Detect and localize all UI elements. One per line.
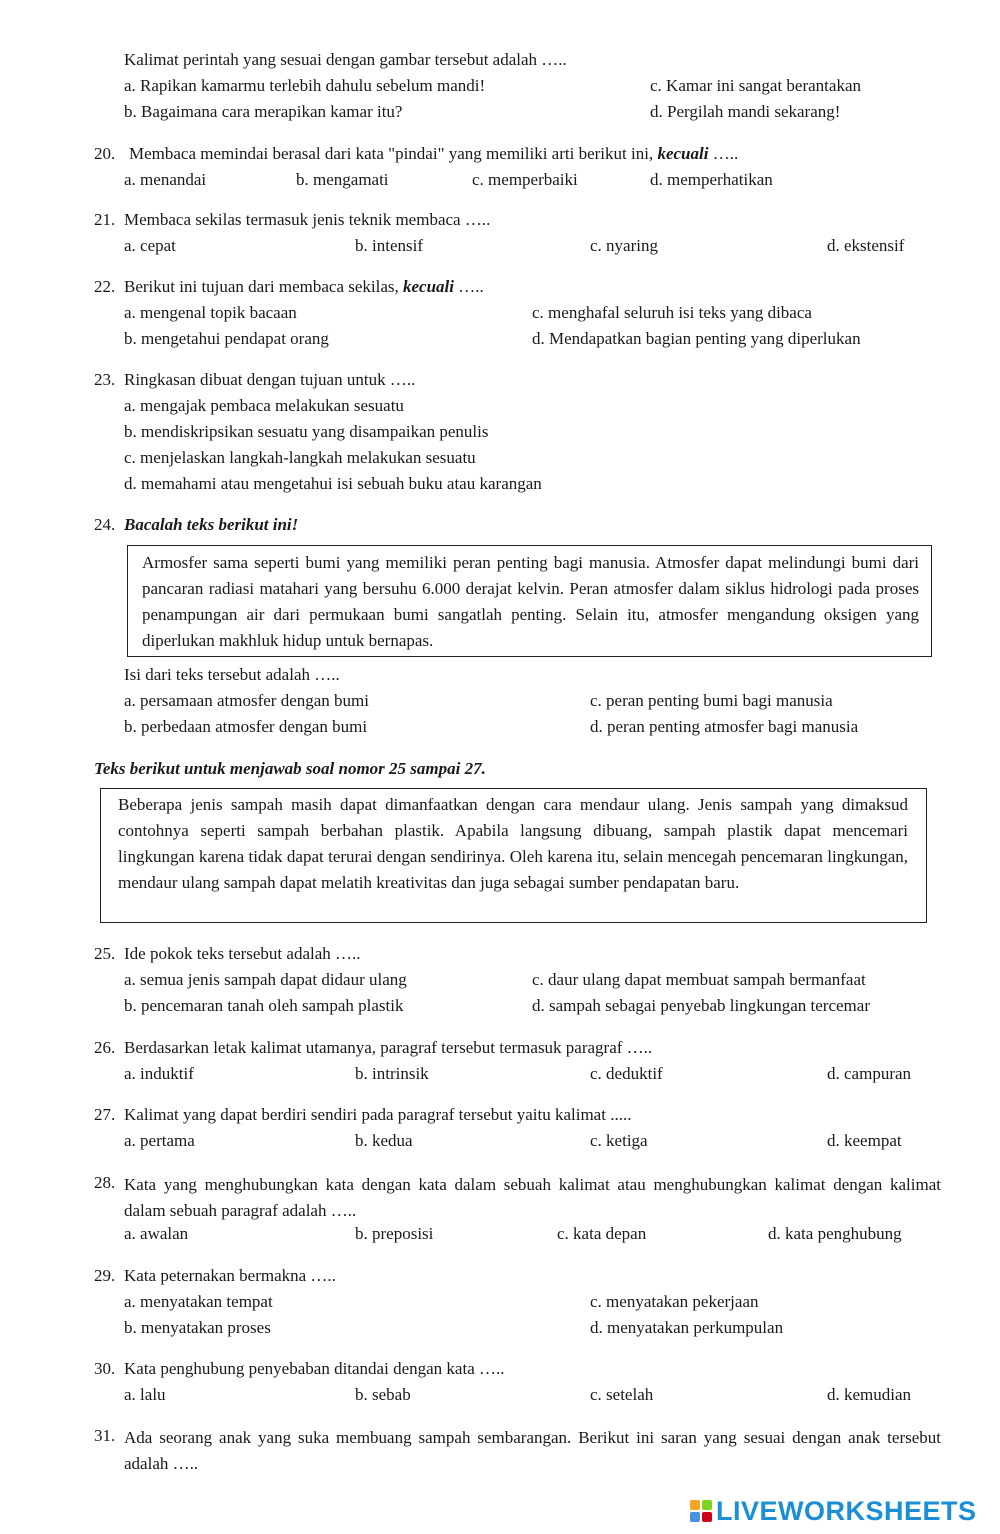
q21-stem: Membaca sekilas termasuk jenis teknik membaca ….. — [124, 210, 491, 229]
q24-passage-box — [127, 545, 932, 657]
q29-number: 29. — [94, 1266, 116, 1285]
q30-option-c[interactable]: c. setelah — [590, 1385, 654, 1404]
q24-option-d[interactable]: d. peran penting atmosfer bagi manusia — [590, 717, 859, 736]
q22-option-c[interactable]: c. menghafal seluruh isi teks yang dibaca — [532, 303, 812, 322]
q29-stem: Kata peternakan bermakna ….. — [124, 1266, 336, 1285]
q23-option-b[interactable]: b. mendiskripsikan sesuatu yang disampaikan penulis — [124, 422, 489, 441]
q21-option-a[interactable]: a. cepat — [124, 236, 176, 255]
q24-passage: Armosfer sama seperti bumi yang memiliki peran penting bagi manusia. Atmosfer dapat melindungi bumi dari pancaran radiasi matahari yang bersuhu 6.000 derajat kelvin. Peran atmosfer dalam siklus hidrologi pada proses penampungan air dari permukaan bumi sangatlah penting. Selain itu, atmosfer mengandung oksigen yang diperlukan makhluk hidup untuk bernapas. — [142, 553, 919, 650]
q31-number: 31. — [94, 1426, 116, 1445]
text-25-27-passage: Beberapa jenis sampah masih dapat dimanfaatkan dengan cara mendaur ulang. Jenis sampah yang dimaksud contohnya seperti sampah berbahan plastik. Apabila langsung dibuang, sampah plastik dapat mencemari lingkungan karena tidak dapat terurai dengan sendirinya. Oleh karena itu, selain mencegah pencemaran lingkungan, mendaur ulang sampah dapat melatih kreativitas dan juga sebagai sumber pendapatan baru. — [118, 795, 908, 892]
q20-option-a[interactable]: a. menandai — [124, 170, 207, 189]
q25-stem: Ide pokok teks tersebut adalah ….. — [124, 944, 361, 963]
q28-option-b[interactable]: b. preposisi — [355, 1224, 434, 1243]
logo-text: LIVEWORKSHEETS — [716, 1496, 977, 1526]
q26-number: 26. — [94, 1038, 116, 1057]
q24-option-c[interactable]: c. peran penting bumi bagi manusia — [590, 691, 833, 710]
q26-option-a[interactable]: a. induktif — [124, 1064, 194, 1083]
q24-question: Isi dari teks tersebut adalah ….. — [124, 665, 340, 684]
text-25-27-passage-box — [100, 788, 927, 923]
q25-option-c[interactable]: c. daur ulang dapat membuat sampah bermanfaat — [532, 970, 866, 989]
q21-number: 21. — [94, 210, 116, 229]
q28-option-d[interactable]: d. kata penghubung — [768, 1224, 902, 1243]
q29-option-a[interactable]: a. menyatakan tempat — [124, 1292, 273, 1311]
q29-option-c[interactable]: c. menyatakan pekerjaan — [590, 1292, 759, 1311]
q21-option-c[interactable]: c. nyaring — [590, 236, 658, 255]
q27-option-a[interactable]: a. pertama — [124, 1131, 195, 1150]
q30-stem: Kata penghubung penyebaban ditandai dengan kata ….. — [124, 1359, 505, 1378]
q22-option-b[interactable]: b. mengetahui pendapat orang — [124, 329, 329, 348]
q22-stem: Berikut ini tujuan dari membaca sekilas, kecuali ….. — [124, 277, 484, 296]
q23-number: 23. — [94, 370, 116, 389]
text-25-27-heading: Teks berikut untuk menjawab soal nomor 25 sampai 27. — [94, 759, 486, 778]
q21-option-b[interactable]: b. intensif — [355, 236, 423, 255]
logo-grid-icon — [690, 1500, 712, 1522]
q25-option-b[interactable]: b. pencemaran tanah oleh sampah plastik — [124, 996, 404, 1015]
q28-option-c[interactable]: c. kata depan — [557, 1224, 647, 1243]
q27-option-d[interactable]: d. keempat — [827, 1131, 902, 1150]
q20-number: 20. — [94, 144, 116, 163]
q22-option-a[interactable]: a. mengenal topik bacaan — [124, 303, 297, 322]
q20-stem: Membaca memindai berasal dari kata "pindai" yang memiliki arti berikut ini, kecuali ….. — [129, 144, 739, 163]
q29-option-d[interactable]: d. menyatakan perkumpulan — [590, 1318, 784, 1337]
q24-number: 24. — [94, 515, 116, 534]
q26-option-c[interactable]: c. deduktif — [590, 1064, 663, 1083]
q22-number: 22. — [94, 277, 116, 296]
q20-option-d[interactable]: d. memperhatikan — [650, 170, 773, 189]
q27-option-b[interactable]: b. kedua — [355, 1131, 413, 1150]
q20-option-c[interactable]: c. memperbaiki — [472, 170, 578, 189]
q30-option-a[interactable]: a. lalu — [124, 1385, 166, 1404]
q30-option-d[interactable]: d. kemudian — [827, 1385, 912, 1404]
q24-option-b[interactable]: b. perbedaan atmosfer dengan bumi — [124, 717, 368, 736]
q19-option-d[interactable]: d. Pergilah mandi sekarang! — [650, 102, 841, 121]
q26-option-b[interactable]: b. intrinsik — [355, 1064, 429, 1083]
q27-option-c[interactable]: c. ketiga — [590, 1131, 648, 1150]
liveworksheets-logo — [690, 1496, 990, 1526]
q26-stem: Berdasarkan letak kalimat utamanya, paragraf tersebut termasuk paragraf ….. — [124, 1038, 653, 1057]
q28-option-a[interactable]: a. awalan — [124, 1224, 189, 1243]
q19-stem: Kalimat perintah yang sesuai dengan gambar tersebut adalah ….. — [124, 50, 567, 69]
q23-option-a[interactable]: a. mengajak pembaca melakukan sesuatu — [124, 396, 404, 415]
q24-option-a[interactable]: a. persamaan atmosfer dengan bumi — [124, 691, 369, 710]
q25-number: 25. — [94, 944, 116, 963]
q19-option-c[interactable]: c. Kamar ini sangat berantakan — [650, 76, 861, 95]
q19-option-a[interactable]: a. Rapikan kamarmu terlebih dahulu sebelum mandi! — [124, 76, 486, 95]
q30-number: 30. — [94, 1359, 116, 1378]
q20-option-b[interactable]: b. mengamati — [296, 170, 389, 189]
q23-option-c[interactable]: c. menjelaskan langkah-langkah melakukan sesuatu — [124, 448, 476, 467]
q29-option-b[interactable]: b. menyatakan proses — [124, 1318, 271, 1337]
q27-stem: Kalimat yang dapat berdiri sendiri pada paragraf tersebut yaitu kalimat ..... — [124, 1105, 632, 1124]
q23-option-d[interactable]: d. memahami atau mengetahui isi sebuah buku atau karangan — [124, 474, 542, 493]
q19-option-b[interactable]: b. Bagaimana cara merapikan kamar itu? — [124, 102, 403, 121]
q27-number: 27. — [94, 1105, 116, 1124]
q22-option-d[interactable]: d. Mendapatkan bagian penting yang diperlukan — [532, 329, 861, 348]
q25-option-d[interactable]: d. sampah sebagai penyebab lingkungan tercemar — [532, 996, 870, 1015]
q26-option-d[interactable]: d. campuran — [827, 1064, 912, 1083]
q21-option-d[interactable]: d. ekstensif — [827, 236, 905, 255]
q30-option-b[interactable]: b. sebab — [355, 1385, 411, 1404]
q25-option-a[interactable]: a. semua jenis sampah dapat didaur ulang — [124, 970, 407, 989]
q24-instruction: Bacalah teks berikut ini! — [124, 515, 299, 534]
q28-number: 28. — [94, 1173, 116, 1192]
q23-stem: Ringkasan dibuat dengan tujuan untuk ….. — [124, 370, 416, 389]
q31-stem: Ada seorang anak yang suka membuang sampah sembarangan. Berikut ini saran yang sesuai dengan anak tersebut adalah ….. — [124, 1428, 941, 1473]
q28-stem: Kata yang menghubungkan kata dengan kata dalam sebuah kalimat atau menghubungkan kalimat dengan kalimat dalam sebuah paragraf adalah ….. — [124, 1175, 941, 1220]
